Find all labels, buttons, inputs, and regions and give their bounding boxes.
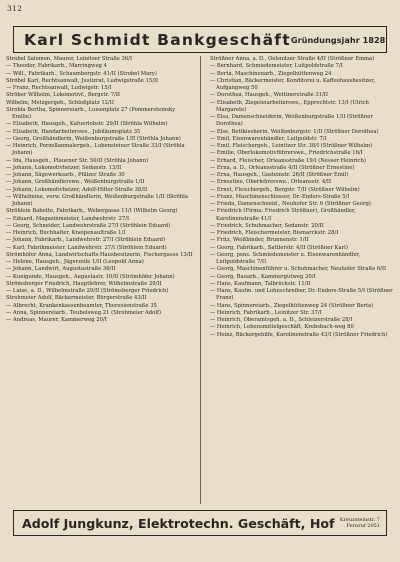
directory-entry: — Helene, Hausgeh., Jägerzeile 1/II (Leopold Anna) — [6, 259, 144, 265]
directory-entry: — Friedrich, Schuhmacher, Sedanstr. 20/II — [210, 222, 324, 229]
directory-entry: — Anna, Spinnereiarb., Teubelsweg 21 (Strohmeier Adolf) — [6, 309, 161, 316]
directory-entry: — Hans, Kaufmann, Talbrückstr. 11/II — [210, 280, 311, 287]
directory-entry: — Emilie, Oberlokomotivführerswe., Friedrichstraße 16/I — [210, 150, 363, 157]
ad-top-name: Karl Schmidt Bankgeschäft — [24, 30, 291, 49]
directory-entry: — Heinrich, Lebensmittelgeschäft, Krebsbach-weg 80 — [210, 324, 354, 331]
directory-entry: — Elisabeth, Handarbeiterswe., Jubiläumsplatz 35 — [6, 128, 141, 135]
directory-entry: — Fritz, Weißbinder, Brunnenstr. 1/II — [210, 237, 309, 244]
directory-entry: — Dorothea, Hausgeh., Wettinerstraße 31/II — [210, 92, 328, 99]
directory-entry: — Franz, Rechtsanwalt, Ludwigstr. 15/I — [6, 85, 112, 91]
ad-top-founded: Gründungsjahr 1828 — [290, 34, 386, 45]
directory-entry: — Georg, Schneider, Landwehrstraße 27/I (Ströhlein Eduard) — [6, 222, 171, 229]
directory-entry: Strohmeier Adolf, Bäckermeister, Bürgerstraße 43/II — [6, 295, 147, 302]
directory-entry: — Georg, pens. Schmiedemeister u. Eisenwarenhändler, Luitpoldstraße 7/II — [210, 251, 361, 265]
directory-entry: — Erna, Hausgeh., Gasteinstr. 26/II (Strößner Emil) — [210, 172, 349, 178]
ad-bottom-address: Kreuzsteinstr. 7 — [339, 516, 380, 523]
directory-entry: — Johann, Sägewerksarb., Pfälzer Straße 30 — [6, 172, 125, 178]
directory-entry: — Else, Bettkiesherin, Weißenburgstr. 1/II (Strößner Dorothea) — [210, 128, 379, 135]
directory-entry: — Will., Fabrikarb., Schaumbergstr. 41/II (Strobel Mary) — [6, 70, 157, 77]
directory-entry: — Johann, Landwirt, Augustastraße 36/II — [6, 266, 116, 273]
left-column — [6, 56, 200, 504]
directory-entry: — Heinrich, Buchhalter, Kneipenauftraße 1/I — [6, 230, 126, 236]
directory-entry: — Heinrich, Oberamtsgeh. a. D., Schleizerstraße 28/I — [210, 317, 353, 323]
directory-entry: — Hans, Kaufm. und Lohnschreiber, Dr.-Enders-Straße 5/I (Strößner Franz) — [210, 288, 393, 302]
directory-entry: — Erna, a. D., Orleansstraße 4/II (Strößner Ernestine) — [210, 164, 355, 171]
directory-entry: — Ernst, Fleischergeh., Bergstr. 7/II (Strößner Wilhelm) — [210, 186, 360, 193]
directory-entry: Strömsberger Friedrich, Hauptlehrer, Wilhelmstraße 29/II — [6, 280, 162, 287]
directory-entry: — Johann, Lokomotivheizer, Sedanstr. 13/II — [6, 164, 122, 171]
directory-entry: — Luise, a. D., Wilhelmstraße 29/II (Strömsberger Friedrich) — [6, 288, 169, 294]
directory-entry: — Albrecht, Krankenkassenbeamter, Theresienstraße 35 — [6, 302, 157, 309]
directory-entry: — Georg, Maschinenführer u. Schuhmacher, Neuhofer Straße 6/II — [210, 266, 387, 273]
directory-entry: Ströhlein Babette, Fabrikarb., Webergasse 11/I (Wilhelm Georg) — [6, 208, 178, 215]
directory-entry: Strömhöfer Anna, Landwirtschafts-Hausbesitzerin, Fischergasse 13/II — [6, 251, 193, 258]
directory-entry: Ströbel Karl, Rechtsanwalt, Justizrat, Ludwigstraße 15/II — [6, 77, 159, 84]
directory-entry: — Wilhelmine, verw. Großhändlerin, Weißenburgstraße 1/II (Ströhla Johann) — [6, 193, 188, 207]
directory-entry: — Georg, Großhändlerin, Weißenburgstraße 1/II (Ströhla Johann) — [6, 135, 181, 142]
bottom-advertisement — [13, 510, 387, 536]
directory-entry: — Friedrich (Firma: Friedrich Strößner), Großhändler, Karolinenstraße 41/I — [210, 208, 356, 222]
directory-entry: — Christian, Bäckermeister, Konditorei u. Kaffeehausbesitzer, Aufgangweg 50 — [210, 77, 375, 91]
directory-entry: — Ernestine, Oberlehrerswe., Orleansstr. 4/II — [210, 179, 332, 186]
directory-entry: — Andreas, Maurer, Kammerweg 20/I — [6, 317, 107, 323]
directory-entry: — Frieda, Damenschneid., Neuhofer Str. 6 (Strößner Georg) — [210, 201, 371, 207]
ad-bottom-name: Adolf Jungkunz, Elektrotechn. Geschäft, Hof — [22, 515, 335, 531]
directory-entry: Ströber Wilhelm, Lokomotivf., Bergstr. 7/II — [6, 92, 120, 99]
directory-entry: — Emil, Eisenwarenhändler, Luitpoldstr. 7/I — [210, 135, 327, 142]
directory-entry: — Johann, Großhändlerswe., Weißenburgstraße 1/II — [6, 179, 145, 186]
right-column — [200, 56, 394, 504]
directory-entry: — Bernhard, Schmiedemeister, Luitpoldstraße 7/I — [210, 63, 343, 70]
directory-entry: — Emil, Fleischergeh., Leinitzer Str. 38/I (Strößner Wilhelm) — [210, 143, 373, 149]
directory-entry: Wilhelm, Metzgergeh., Schloßplatz 12/II — [6, 99, 114, 106]
directory-entry: — Georg, Fabrikarb., Sattlerstr. 4/II (Strößner Karl) — [210, 244, 348, 251]
directory-entry: — Theodor, Fabrikarb., Marringweg 4 — [6, 63, 107, 70]
directory-entry: — Georg, Bauarb., Kammergutweg 20/I — [210, 273, 316, 280]
directory-entry: Strobel Salomon, Maurer, Leinitzer Straße 36/I — [6, 56, 133, 62]
directory-entry: — Karl, Fabrikmeister, Landwehrstr. 27/I (Ströhlein Eduard) — [6, 244, 167, 251]
directory-entry: — Ida, Hausgeh., Plauener Str. 50/II (Ströhla Johann) — [6, 157, 149, 164]
directory-entry: — Heinrich, Fabrikarb., Leinitzer Str. 37/I — [210, 309, 322, 316]
directory-entry: — Elisabeth, Ziegeleiarbeiterswe., Epprechtstr. 13/I (Ulrich Margarete) — [210, 99, 369, 113]
directory-entry: — Heinrich, Porzellanmalergeh., Lobensteiner Straße 33/I (Ströhla Johann) — [6, 143, 185, 157]
directory-entry: — Eduard, Magazinmeister, Landwehrstr. 27/I — [6, 215, 130, 222]
directory-entry: — Hans, Spinnereiarb., Ziegelhüttenweg 24 (Strößner Berta) — [210, 302, 374, 309]
directory-entry: — Elisabeth, Hausgeh., Kafuerlobstr. 29/II (Ströhla Wilhelm) — [6, 121, 168, 128]
directory-entry: — Heinz, Bäckergehilfe, Karolinenstraße 43/I (Strößner Friedrich) — [210, 331, 388, 338]
directory-entry: — Berta, Maschinenarb., Ziegelhüttenweg 24 — [210, 70, 332, 77]
directory-entry: — Johann, Lokomotivheizer, Adolf-Hitler-Straße 38/II — [6, 186, 148, 193]
directory-entry: — Franz, Maschinenschlosser, Dr.-Enders-Straße 5/I — [210, 193, 350, 200]
directory-entry: Strößner Anna, a. D., Oelsnitzer Straße 4/II (Strößner Emma) — [210, 56, 375, 62]
directory-entry: — Friedrich, Fleischermeister, Bismarckstr. 28/I — [210, 230, 339, 236]
directory-entry: — Johann, Fabrikarb., Landwehrstr. 27/I (Ströhlein Eduard) — [6, 237, 166, 244]
page-number: 312 — [7, 4, 23, 13]
directory-entry: — Elsa, Damenschneiderin, Weißenburgstraße 1/II (Strößner Dorothea) — [210, 114, 373, 128]
top-advertisement — [13, 26, 387, 53]
ad-bottom-phone: Fernruf 2051 — [346, 523, 380, 529]
ad-bottom-contact — [340, 517, 380, 530]
directory-entry: — Kunigunde, Hausgeh., Augustastr. 10/II (Strömhöfer Johann) — [6, 273, 175, 280]
directory-entry: — Erhard, Fleischer, Orleansstraße 19/I (Nesser Heinrich) — [210, 157, 366, 164]
directory-entry: Strohla Bertha, Spinnereiarb., Luisenplatz 27 (Pommersteinsky Emilie) — [6, 106, 176, 120]
directory-columns — [6, 56, 394, 504]
